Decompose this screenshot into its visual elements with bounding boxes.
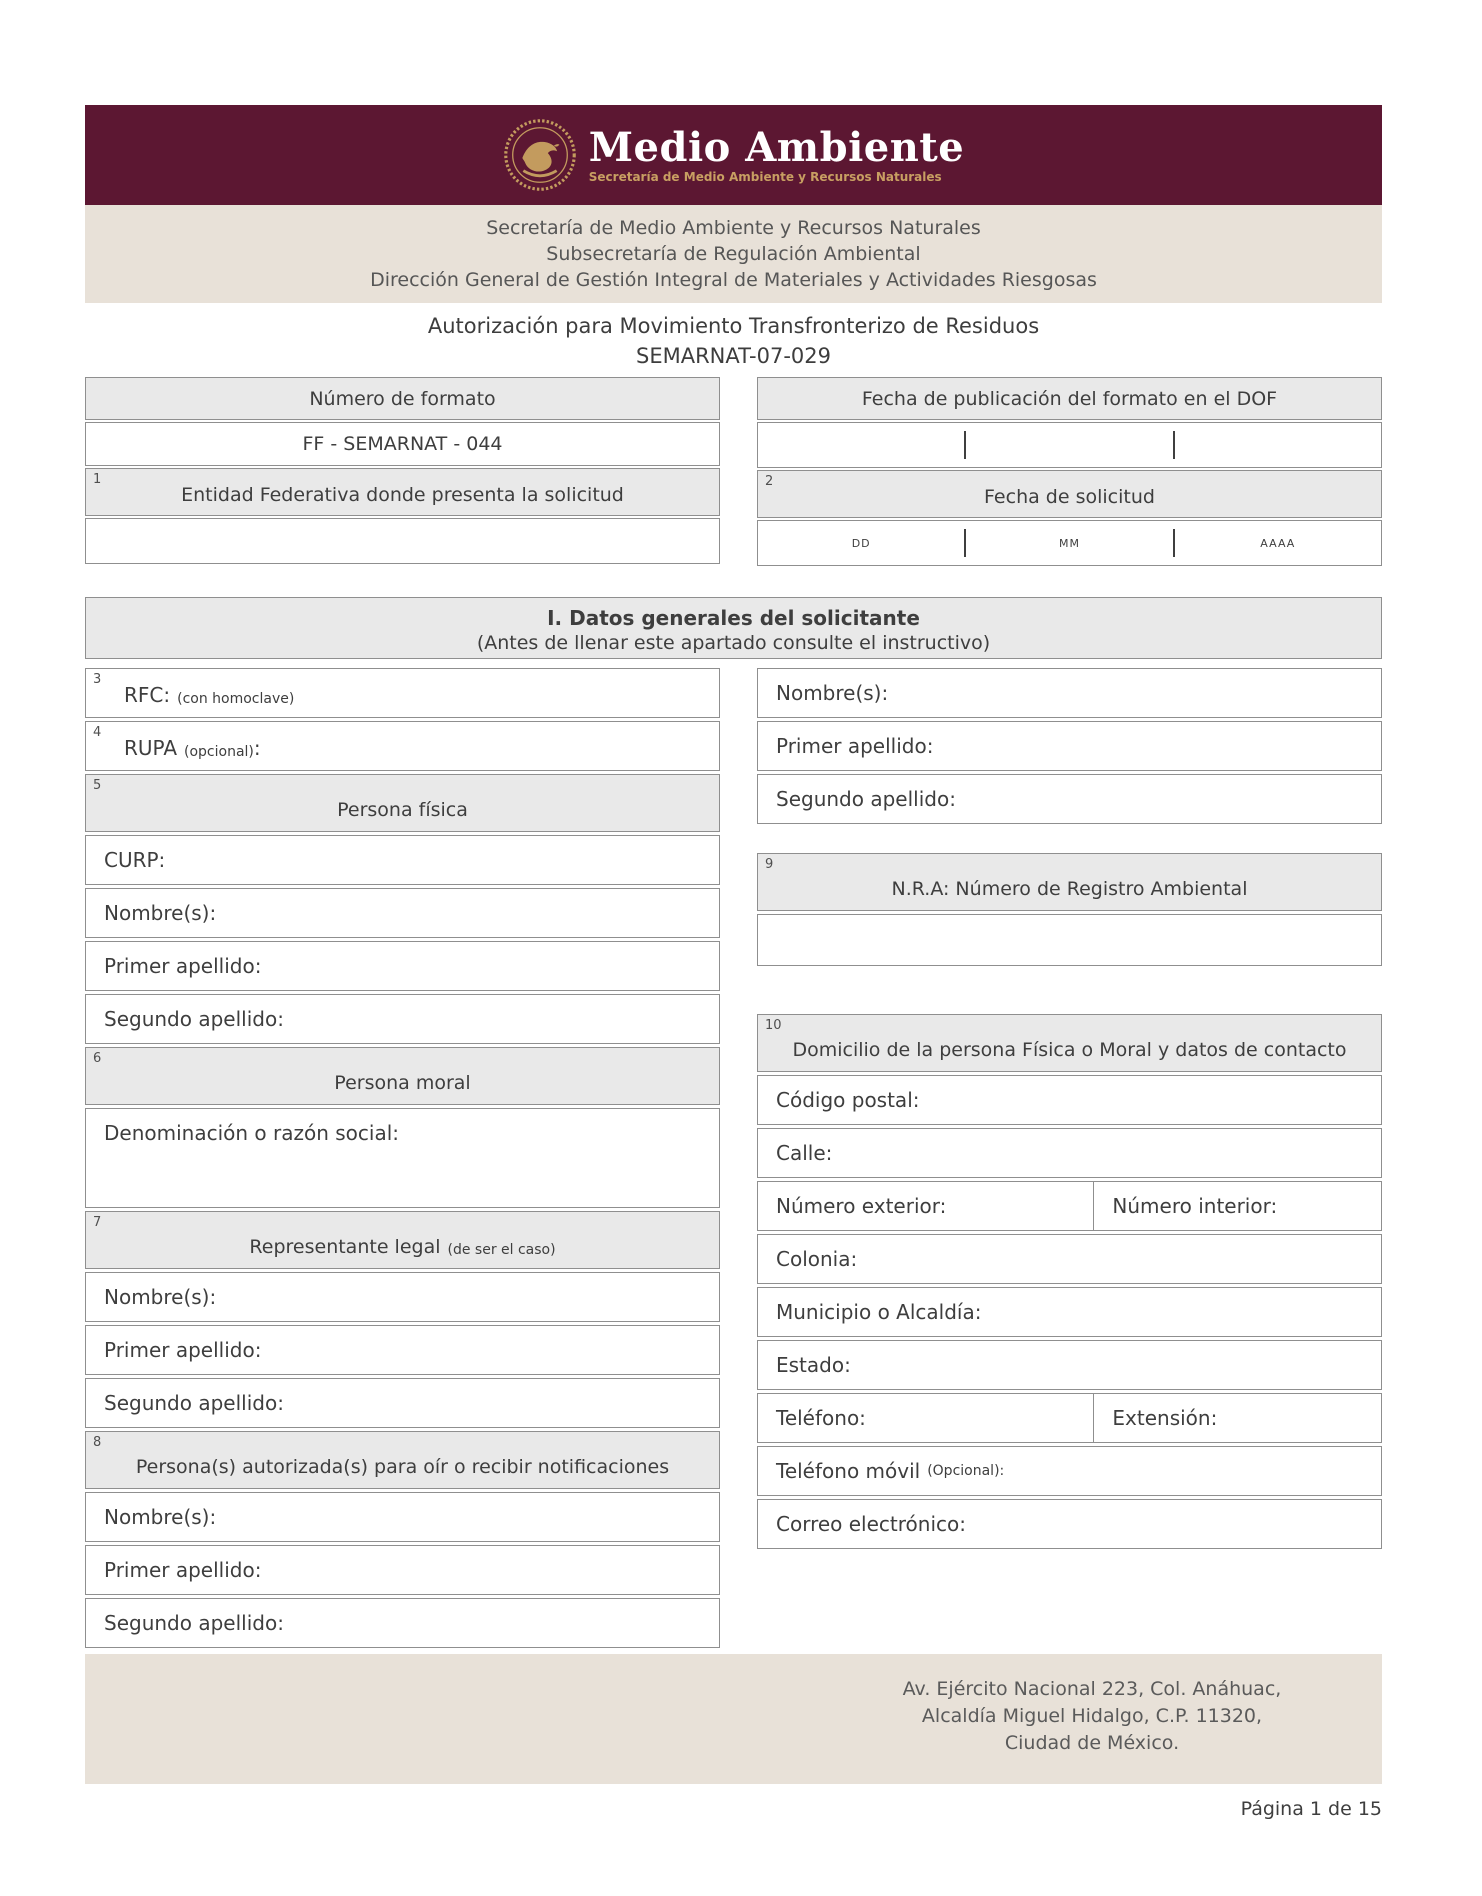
persona-fisica-label: Persona física <box>337 799 468 821</box>
logo-subtitle: Secretaría de Medio Ambiente y Recursos Naturales <box>588 169 942 184</box>
personas-autorizadas-label: Persona(s) autorizada(s) para oír o recibir notificaciones <box>135 1456 670 1478</box>
estado-field[interactable] <box>757 1340 1382 1390</box>
left-column <box>85 668 720 1651</box>
medio-ambiente-logo <box>503 118 964 192</box>
personas-autorizadas-header <box>85 1431 720 1489</box>
denominacion-field[interactable] <box>85 1108 720 1208</box>
field-number-5: 5 <box>93 778 102 793</box>
telefono-movil-note: (Opcional): <box>927 1463 1005 1479</box>
field-number-7: 7 <box>93 1215 102 1230</box>
logo-text-block <box>588 123 965 184</box>
solicitante-primer-apellido-field[interactable] <box>757 721 1382 771</box>
form-content <box>85 105 1382 1896</box>
rl-primer-apellido-field[interactable] <box>85 1325 720 1375</box>
numero-interior-field[interactable] <box>1094 1182 1381 1230</box>
section-1-header <box>85 597 1382 659</box>
calle-field[interactable] <box>757 1128 1382 1178</box>
persona-moral-header <box>85 1047 720 1105</box>
publication-date-header: Fecha de publicación del formato en el DOF <box>757 377 1382 420</box>
calle-label: Calle: <box>776 1141 833 1165</box>
spacer <box>757 969 1382 1011</box>
rupa-label: RUPA <box>124 736 177 760</box>
solicitante-segundo-apellido-field[interactable] <box>757 774 1382 824</box>
municipio-label: Municipio o Alcaldía: <box>776 1300 982 1324</box>
request-month-cell[interactable]: MM <box>1059 536 1080 550</box>
section-1-fields <box>85 668 1382 1651</box>
document-title-line2: SEMARNAT-07-029 <box>636 344 831 368</box>
format-number-box <box>85 377 720 568</box>
representante-legal-note: (de ser el caso) <box>447 1242 556 1258</box>
field-number-10: 10 <box>765 1018 782 1033</box>
pa-nombre-label: Nombre(s): <box>104 1505 217 1529</box>
persona-fisica-header <box>85 774 720 832</box>
rupa-colon: : <box>253 736 261 760</box>
org-line-3: Dirección General de Gestión Integral de Materiales y Actividades Riesgosas <box>370 269 1097 291</box>
pa-segundo-apellido-label: Segundo apellido: <box>104 1611 284 1635</box>
footer-band <box>85 1654 1382 1784</box>
field-number-8: 8 <box>93 1435 102 1450</box>
solicitante-nombre-field[interactable] <box>757 668 1382 718</box>
telefono-field[interactable] <box>758 1394 1094 1442</box>
representante-legal-label: Representante legal <box>249 1236 441 1258</box>
publication-day-cell[interactable] <box>758 423 964 467</box>
domicilio-header <box>757 1014 1382 1072</box>
rupa-note: (opcional) <box>184 744 254 760</box>
pf-nombre-field[interactable] <box>85 888 720 938</box>
pf-nombre-label: Nombre(s): <box>104 901 217 925</box>
nra-label: N.R.A: Número de Registro Ambiental <box>891 878 1248 900</box>
request-day-cell[interactable]: DD <box>851 536 871 550</box>
field-number-9: 9 <box>765 857 774 872</box>
codigo-postal-label: Código postal: <box>776 1088 920 1112</box>
entity-header-label: Entidad Federativa donde presenta la solicitud <box>181 484 624 506</box>
document-title <box>85 311 1382 371</box>
rfc-field[interactable] <box>85 668 720 718</box>
field-number-6: 6 <box>93 1051 102 1066</box>
section-1-title: I. Datos generales del solicitante <box>547 606 920 630</box>
right-column <box>757 668 1382 1651</box>
pa-primer-apellido-label: Primer apellido: <box>104 1558 262 1582</box>
top-boxes <box>85 377 1382 568</box>
org-line-2: Subsecretaría de Regulación Ambiental <box>546 243 921 265</box>
field-number-1: 1 <box>93 472 102 487</box>
representante-legal-header <box>85 1211 720 1269</box>
entity-input-field[interactable] <box>85 518 720 564</box>
pa-segundo-apellido-field[interactable] <box>85 1598 720 1648</box>
numero-exterior-field[interactable] <box>758 1182 1094 1230</box>
domicilio-label: Domicilio de la persona Física o Moral y datos de contacto <box>792 1039 1347 1061</box>
document-title-line1: Autorización para Movimiento Transfronterizo de Residuos <box>427 314 1040 338</box>
curp-field[interactable] <box>85 835 720 885</box>
government-header-band <box>85 105 1382 205</box>
rupa-field[interactable] <box>85 721 720 771</box>
request-year-cell[interactable]: AAAA <box>1260 536 1296 550</box>
rfc-note: (con homoclave) <box>177 691 295 707</box>
persona-moral-label: Persona moral <box>334 1072 471 1094</box>
page-number: Página 1 de 15 <box>1240 1798 1382 1820</box>
field-number-3: 3 <box>93 672 102 687</box>
publication-year-cell[interactable] <box>1175 423 1381 467</box>
rl-segundo-apellido-label: Segundo apellido: <box>104 1391 284 1415</box>
national-seal-icon <box>503 118 577 192</box>
pf-primer-apellido-field[interactable] <box>85 941 720 991</box>
format-number-header: Número de formato <box>85 377 720 420</box>
rl-primer-apellido-label: Primer apellido: <box>104 1338 262 1362</box>
correo-field[interactable] <box>757 1499 1382 1549</box>
codigo-postal-field[interactable] <box>757 1075 1382 1125</box>
publication-date-field[interactable] <box>757 422 1382 468</box>
telefono-movil-field[interactable] <box>757 1446 1382 1496</box>
numero-exterior-label: Número exterior: <box>776 1194 947 1218</box>
footer-address-line2: Alcaldía Miguel Hidalgo, C.P. 11320, <box>921 1705 1263 1727</box>
denominacion-label: Denominación o razón social: <box>104 1121 400 1145</box>
publication-date-box <box>757 377 1382 568</box>
request-date-field[interactable] <box>757 520 1382 566</box>
rfc-label: RFC: <box>124 683 171 707</box>
telefono-row <box>757 1393 1382 1443</box>
colonia-field[interactable] <box>757 1234 1382 1284</box>
footer-address <box>857 1676 1327 1757</box>
field-number-2: 2 <box>765 474 774 489</box>
footer-address-line1: Av. Ejército Nacional 223, Col. Anáhuac, <box>902 1678 1282 1700</box>
pa-nombre-field[interactable] <box>85 1492 720 1542</box>
request-date-header <box>757 470 1382 518</box>
org-band <box>85 205 1382 303</box>
extension-label: Extensión: <box>1112 1406 1218 1430</box>
municipio-field[interactable] <box>757 1287 1382 1337</box>
nra-input-field[interactable] <box>757 914 1382 966</box>
entity-header <box>85 468 720 516</box>
solicitante-segundo-apellido-label: Segundo apellido: <box>776 787 956 811</box>
section-1-subtitle: (Antes de llenar este apartado consulte el instructivo) <box>476 632 991 654</box>
rl-nombre-label: Nombre(s): <box>104 1285 217 1309</box>
pa-primer-apellido-field[interactable] <box>85 1545 720 1595</box>
logo-title: Medio Ambiente <box>588 123 965 171</box>
field-number-4: 4 <box>93 725 102 740</box>
colonia-label: Colonia: <box>776 1247 858 1271</box>
format-number-value: FF - SEMARNAT - 044 <box>85 422 720 466</box>
numero-row <box>757 1181 1382 1231</box>
request-date-label: Fecha de solicitud <box>984 486 1155 508</box>
rl-segundo-apellido-field[interactable] <box>85 1378 720 1428</box>
footer-address-line3: Ciudad de México. <box>1004 1732 1180 1754</box>
solicitante-nombre-label: Nombre(s): <box>776 681 889 705</box>
correo-label: Correo electrónico: <box>776 1512 966 1536</box>
curp-label: CURP: <box>104 848 166 872</box>
pf-primer-apellido-label: Primer apellido: <box>104 954 262 978</box>
solicitante-primer-apellido-label: Primer apellido: <box>776 734 934 758</box>
spacer <box>757 827 1382 850</box>
org-line-1: Secretaría de Medio Ambiente y Recursos Naturales <box>486 217 981 239</box>
pf-segundo-apellido-field[interactable] <box>85 994 720 1044</box>
estado-label: Estado: <box>776 1353 851 1377</box>
publication-month-cell[interactable] <box>966 423 1172 467</box>
telefono-label: Teléfono: <box>776 1406 866 1430</box>
telefono-movil-label: Teléfono móvil <box>776 1459 921 1483</box>
extension-field[interactable] <box>1094 1394 1381 1442</box>
rl-nombre-field[interactable] <box>85 1272 720 1322</box>
nra-header <box>757 853 1382 911</box>
pf-segundo-apellido-label: Segundo apellido: <box>104 1007 284 1031</box>
numero-interior-label: Número interior: <box>1112 1194 1278 1218</box>
